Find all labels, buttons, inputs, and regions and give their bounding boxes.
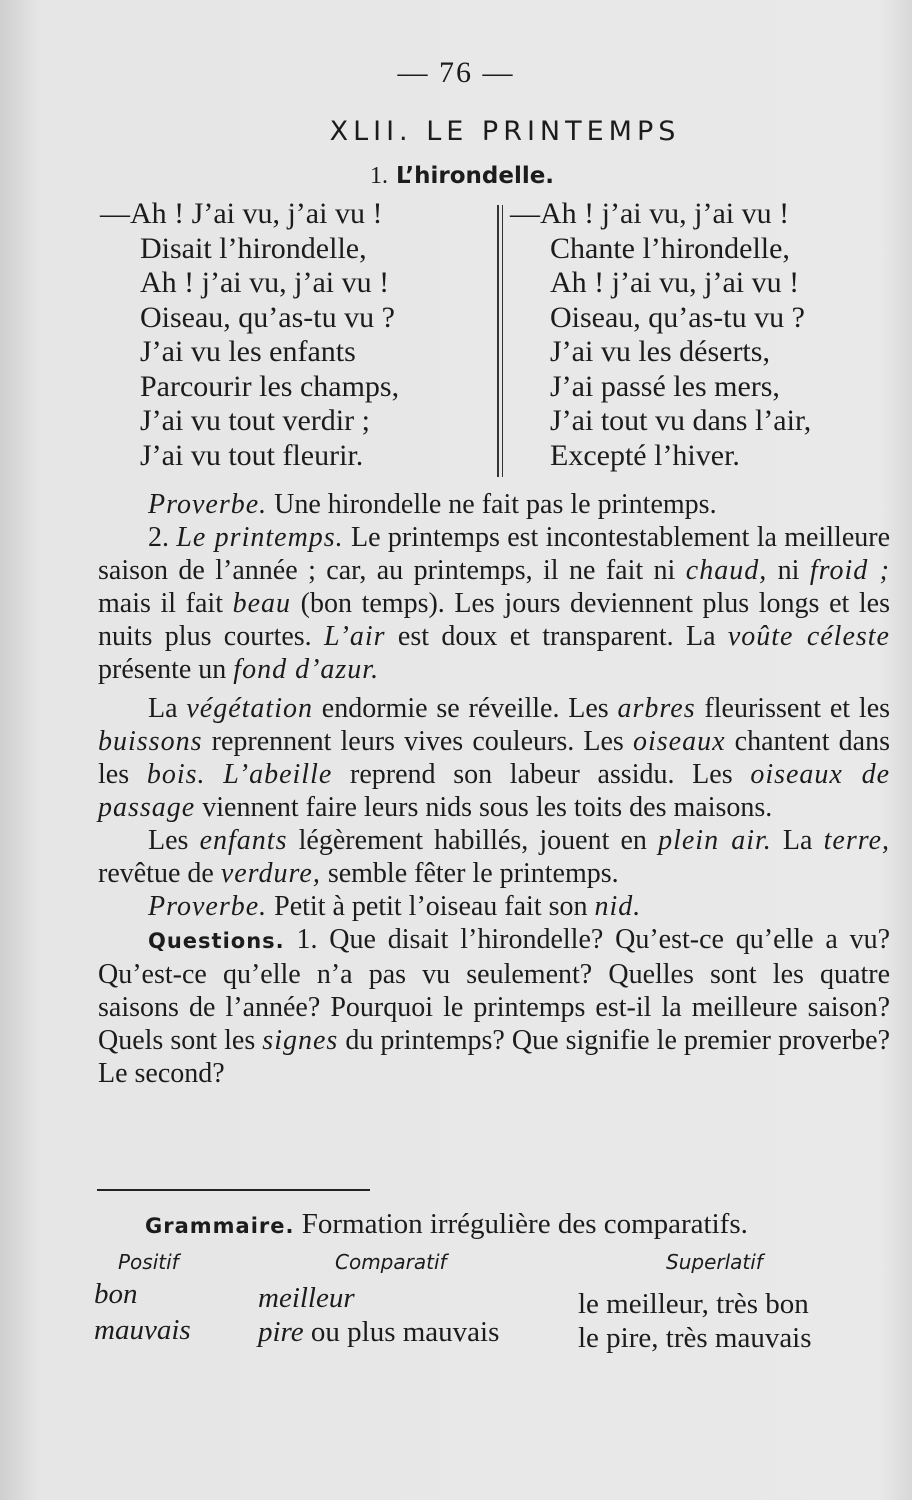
emphasis: froid ;	[809, 555, 890, 586]
text-run: chantent dans les	[98, 726, 890, 790]
section-1-title	[370, 160, 554, 190]
text-run: Les	[148, 825, 200, 856]
table-cell-positif: bon	[94, 1278, 138, 1310]
proverb-2	[98, 890, 890, 923]
section-rule	[97, 1189, 370, 1191]
text-run: reprennent leurs vives couleurs. Les	[202, 726, 633, 757]
column-header-superlatif: Superlatif	[666, 1250, 763, 1274]
section-1-number: 1.	[370, 163, 388, 189]
text-run: reprend son labeur assidu. Les	[332, 759, 751, 790]
proverb-text: Une hirondelle ne fait pas le printemps.	[267, 489, 717, 520]
emphasis: verdure,	[220, 858, 321, 889]
emphasis: beau	[232, 588, 292, 619]
text-run: légèrement habillés, jouent en	[287, 825, 659, 856]
poem-right-column	[510, 197, 890, 473]
body-text	[98, 488, 890, 1090]
emphasis: L’air	[324, 621, 386, 652]
text-run: Que disait l’hirondelle? Qu’est-ce qu’elle a vu? Qu’est-ce qu’elle n’a pas vu seulement? Quelles sont les quatre saisons de l’année? Pourquoi le printemps est-il la meilleure saison? Quels sont les	[98, 924, 891, 1056]
section-1-name: L’hirondelle.	[396, 163, 555, 189]
text-run: présente un	[98, 654, 234, 685]
paragraph-3	[98, 824, 890, 890]
poem-line: Excepté l’hiver.	[550, 438, 740, 472]
questions	[98, 923, 890, 1090]
poem-line: Chante l’hirondelle,	[550, 231, 790, 265]
poem-divider	[497, 205, 503, 477]
paragraph-2	[98, 692, 890, 824]
text-run: ni	[767, 555, 810, 586]
emphasis: fond d’azur.	[233, 654, 380, 685]
poem-line: Oiseau, qu’as-tu vu ?	[140, 300, 395, 334]
emphasis: bois.	[146, 759, 206, 790]
table-cell-positif: mauvais	[94, 1314, 191, 1346]
emphasis: nid.	[594, 891, 642, 922]
chapter-title: XLII. LE PRINTEMPS	[329, 116, 681, 147]
text-run: La	[148, 693, 187, 724]
poem-line: Disait l’hirondelle,	[140, 231, 367, 265]
text-run: endormie se réveille. Les	[312, 693, 618, 724]
emphasis: meilleur	[258, 1282, 355, 1314]
section-2-number: 2.	[148, 522, 169, 553]
text-run: Le printemps est incontestablement la meilleure saison de l’année ; car, au printemps, il ne fait ni	[98, 522, 891, 586]
emphasis: plein air.	[658, 825, 772, 856]
poem-line: —Ah ! J’ai vu, j’ai vu !	[100, 197, 383, 230]
poem-line: J’ai passé les mers,	[550, 369, 780, 403]
emphasis: voûte céleste	[727, 621, 890, 652]
poem-line: J’ai tout vu dans l’air,	[550, 404, 812, 437]
proverb-label: Proverbe.	[148, 489, 268, 520]
proverb-text: Petit à petit l’oiseau fait son	[267, 891, 595, 922]
text-run: est doux et transparent. La	[385, 621, 728, 652]
poem-line: Ah ! j’ai vu, j’ai vu !	[140, 266, 390, 299]
text-run	[206, 759, 224, 790]
emphasis: signes	[262, 1025, 339, 1056]
emphasis: oiseaux	[632, 726, 726, 757]
text-run: La	[771, 825, 824, 856]
emphasis: végétation	[186, 693, 313, 724]
poem-line: Oiseau, qu’as-tu vu ?	[550, 300, 805, 334]
emphasis: L’abeille	[223, 759, 333, 790]
text-run: viennent faire leurs nids sous les toits des maisons.	[195, 792, 773, 823]
text-run: (bon temps). Les jours deviennent plus longs et les nuits plus courtes.	[98, 588, 890, 652]
poem-line: J’ai vu les enfants	[140, 335, 356, 368]
questions-number: 1.	[284, 924, 318, 955]
paragraph-1	[98, 521, 890, 686]
text-run: mais il fait	[98, 588, 233, 619]
poem-line: J’ai vu les déserts,	[550, 335, 770, 368]
emphasis: terre,	[823, 825, 890, 856]
table-cell-superlatif: le pire, très mauvais	[578, 1322, 812, 1354]
proverb-label: Proverbe.	[148, 891, 268, 922]
emphasis: enfants	[199, 825, 288, 856]
column-header-comparatif: Comparatif	[335, 1250, 447, 1274]
poem-line: J’ai vu tout fleurir.	[140, 438, 364, 472]
poem-line: —Ah ! j’ai vu, j’ai vu !	[510, 197, 790, 230]
table-cell-comparatif	[258, 1282, 355, 1315]
text-run: semble fêter le printemps.	[320, 858, 619, 889]
grammar-label: Grammaire.	[145, 1214, 295, 1238]
table-cell-superlatif: le meilleur, très bon	[578, 1288, 809, 1320]
proverb-1	[98, 488, 890, 521]
emphasis: buissons	[98, 726, 203, 757]
poem-line: J’ai vu tout verdir ;	[140, 404, 370, 437]
section-2-title: Le printemps.	[176, 522, 344, 553]
text-run: fleurissent et les	[695, 693, 891, 724]
emphasis: chaud,	[685, 555, 768, 586]
poem-line: Ah ! j’ai vu, j’ai vu !	[550, 266, 800, 299]
text-run: ou plus mauvais	[303, 1316, 500, 1348]
emphasis: arbres	[617, 693, 696, 724]
questions-label: Questions.	[148, 929, 285, 953]
grammar-title: Formation irrégulière des comparatifs.	[294, 1208, 748, 1240]
poem-line: Parcourir les champs,	[140, 369, 400, 403]
text-run: du printemps? Que signifie le premier proverbe? Le second?	[98, 1025, 890, 1089]
text-run: revêtue de	[98, 858, 221, 889]
table-cell-comparatif	[258, 1316, 499, 1349]
column-header-positif: Positif	[118, 1250, 179, 1274]
poem-left-column	[100, 197, 480, 473]
grammar-heading	[145, 1208, 748, 1241]
emphasis: pire	[258, 1316, 304, 1348]
emphasis: oiseaux de passage	[98, 759, 890, 823]
page-number: — 76 —	[397, 56, 515, 89]
